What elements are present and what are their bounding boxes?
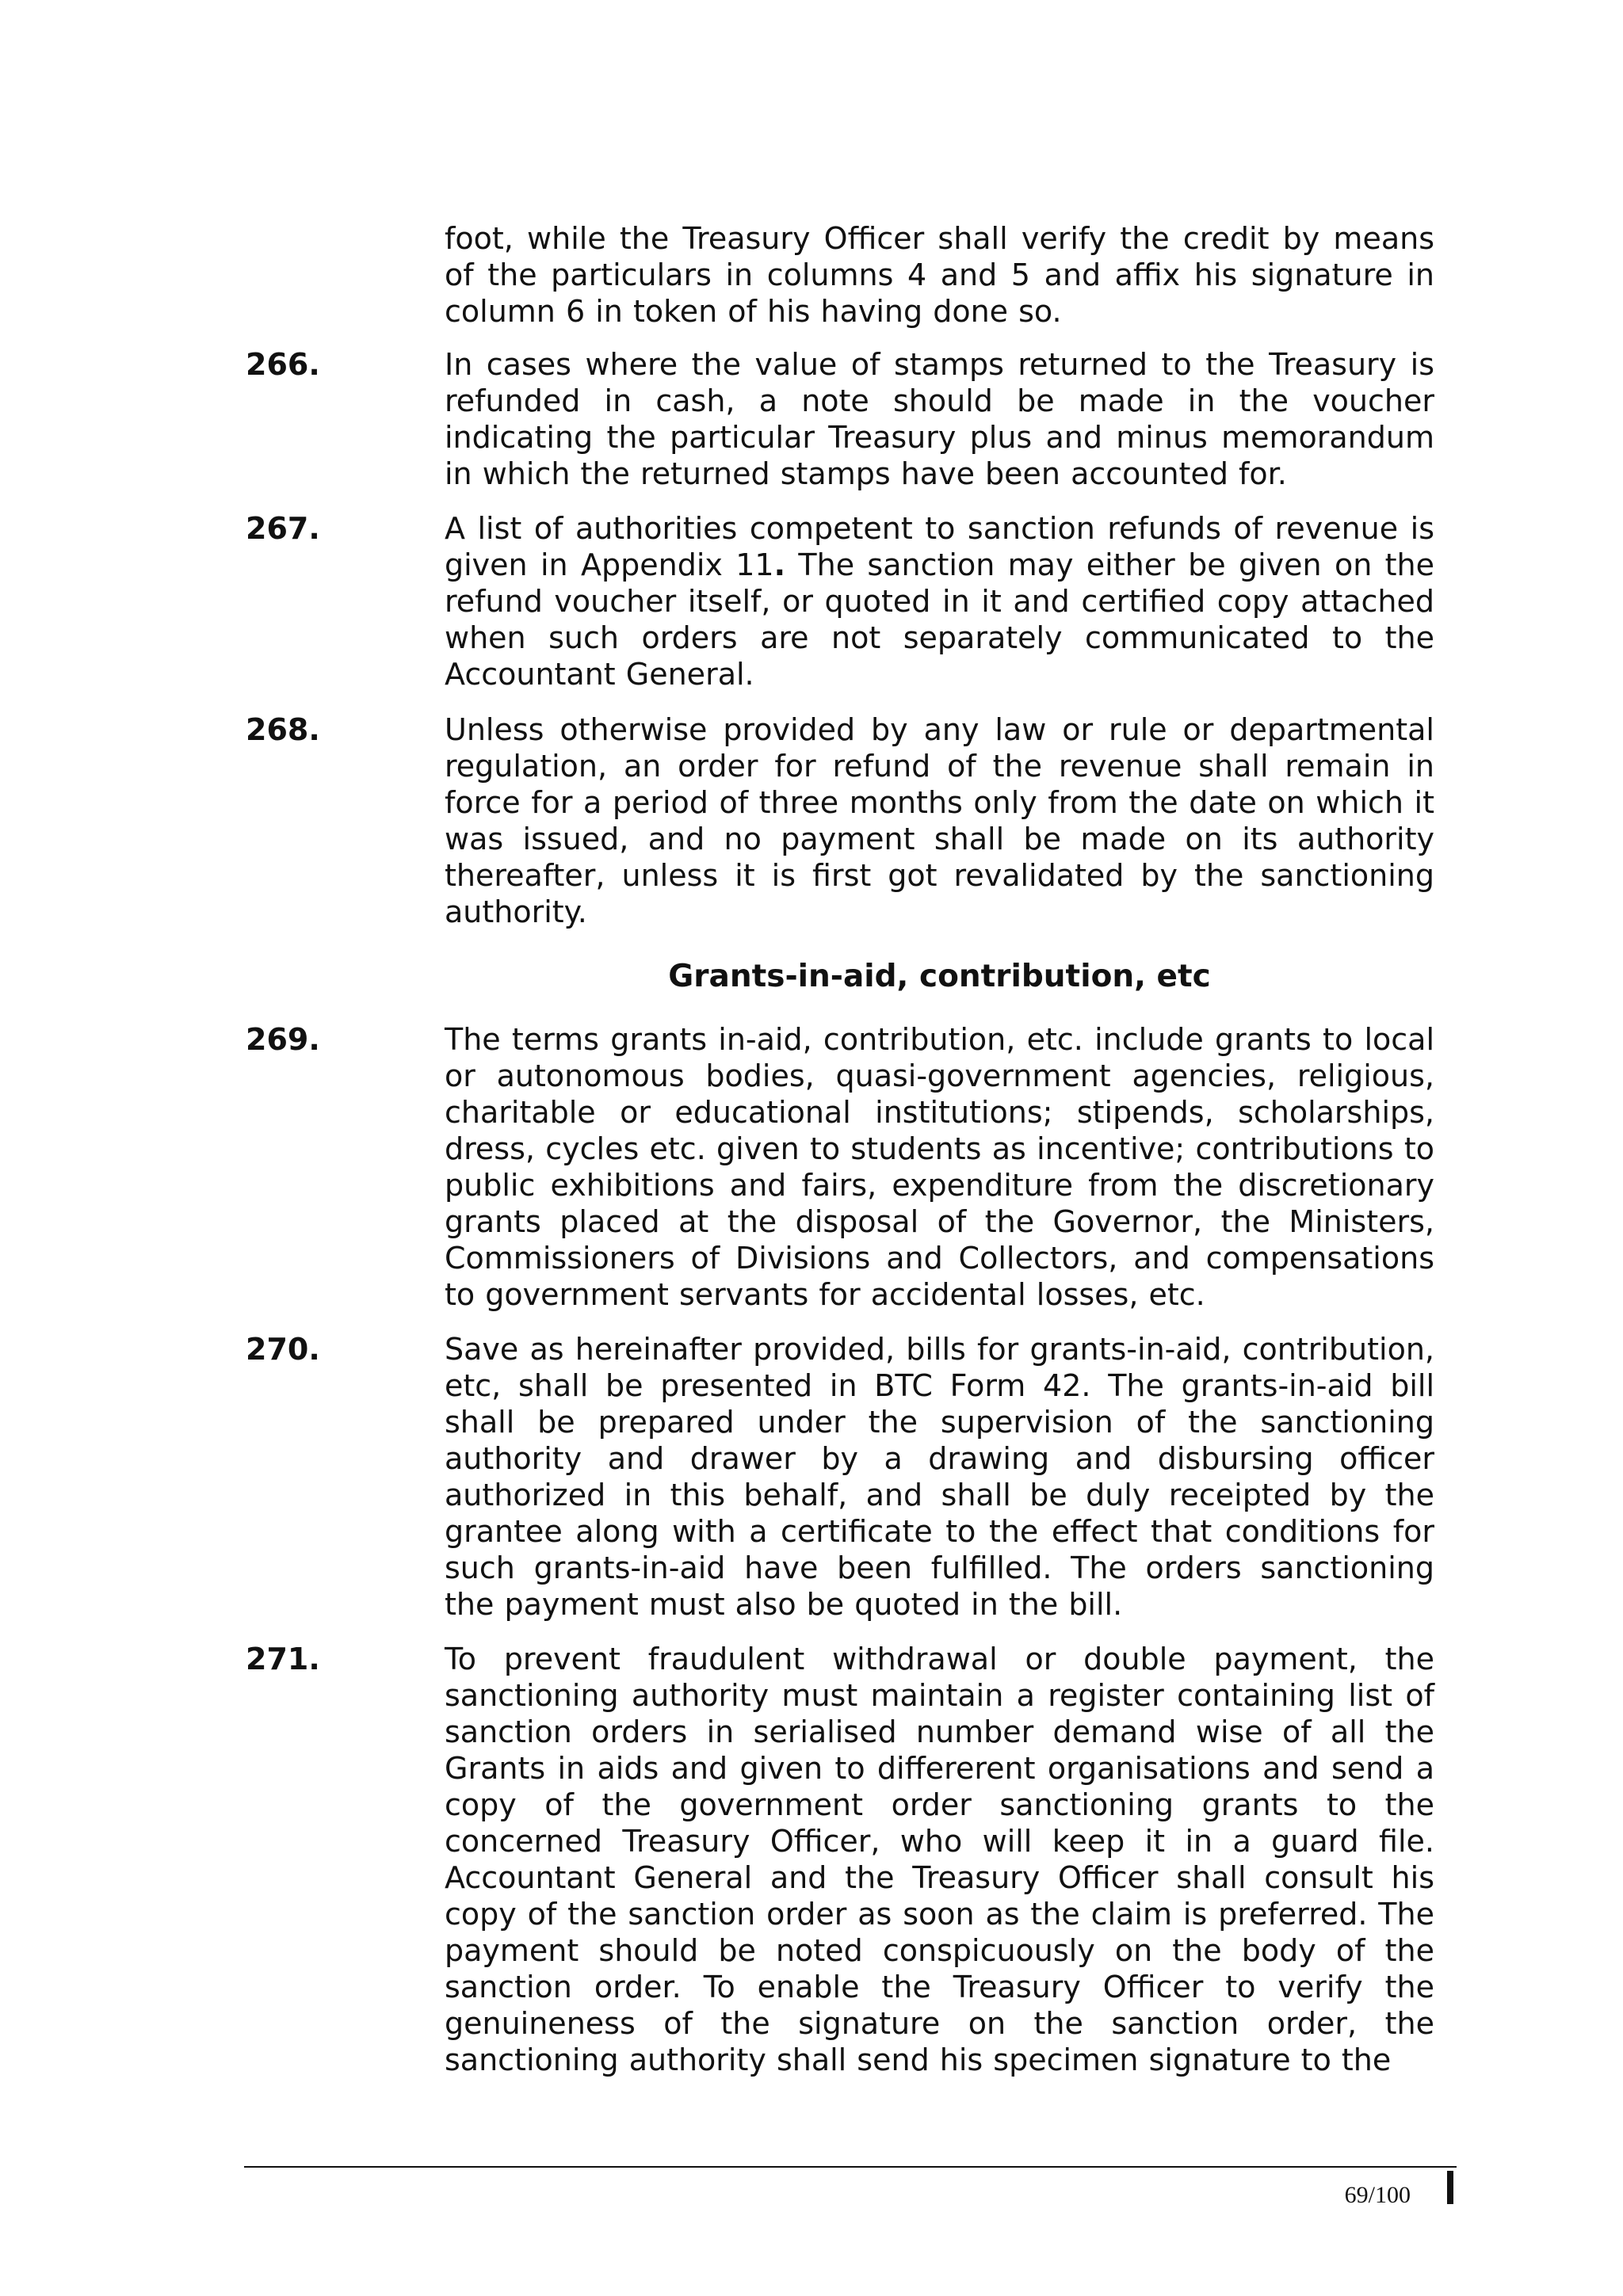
paragraph-text: foot, while the Treasury Officer shall verify the credit by means of the particulars in columns 4 and 5 and affix his signature in column 6 in token of his having done so. (445, 221, 1434, 329)
paragraph-text: To prevent fraudulent withdrawal or double payment, the sanctioning authority must maintain a register containing list of sanction orders in serialised number demand wise of all the Grants in aids and given to differerent organisations and send a copy of the government order sanctioning grants to the concerned Treasury Officer, who will keep it in a guard file. Accountant General and the Treasury Officer shall consult his copy of the sanction order as soon as the claim is preferred. The payment should be noted conspicuously on the body of the sanction order. To enable the Treasury Officer to verify the genuineness of the signature on the sanction order, the sanctioning authority shall send his specimen signature to the (445, 1642, 1434, 2077)
section-heading: Grants-in-aid, contribution, etc (668, 959, 1211, 994)
paragraph-number: 266. (246, 347, 320, 382)
paragraph-text: Save as hereinafter provided, bills for grants-in-aid, contribution, etc, shall be presented in BTC Form 42. The grants-in-aid bill shall be prepared under the supervision of the sanctioning authority and drawer by a drawing and disbursing officer authorized in this behalf, and shall be duly receipted by the grantee along with a certificate to the effect that conditions for such grants-in-aid have been fulfilled. The orders sanctioning the payment must also be quoted in the bill. (445, 1332, 1434, 1622)
paragraph-text-end: The sanction may either be given on the refund voucher itself, or quoted in it and certified copy attached when such orders are not separately communicated to the Accountant General. (445, 547, 1435, 692)
paragraph-number: 270. (246, 1332, 320, 1367)
paragraph-number: 268. (246, 712, 320, 747)
page-number: 69/100 (1344, 2182, 1411, 2208)
paragraph-text: Unless otherwise provided by any law or rule or departmental regulation, an order for refund of the revenue shall remain in force for a period of three months only from the date on which it was issued, and no payment shall be made on its authority thereafter, unless it is first got revalidated by the sanctioning authority. (445, 712, 1434, 929)
paragraph-number: 269. (246, 1022, 320, 1057)
footer-edge-bar (1447, 2171, 1453, 2204)
footer-rule (244, 2166, 1457, 2168)
paragraph-text (445, 510, 1434, 692)
paragraph-text-start: A list of authorities competent to sanction refunds of revenue is given in Appendix 11 (445, 511, 1434, 582)
paragraph-text: In cases where the value of stamps returned to the Treasury is refunded in cash, a note should be made in the voucher indicating the particular Treasury plus and minus memorandum in which the returned stamps have been accounted for. (445, 347, 1434, 491)
paragraph-text: The terms grants in-aid, contribution, etc. include grants to local or autonomous bodies, quasi-government agencies, religious, charitable or educational institutions; stipends, scholarships, dress, cycles etc. given to students as incentive; contributions to public exhibitions and fairs, expenditure from the discretionary grants placed at the disposal of the Governor, the Ministers, Commissioners of Divisions and Collectors, and compensations to government servants for accidental losses, etc. (445, 1022, 1434, 1312)
paragraph-number: 267. (246, 511, 320, 546)
paragraph-text-bold-period: . (773, 547, 786, 582)
paragraph-number: 271. (246, 1642, 320, 1676)
